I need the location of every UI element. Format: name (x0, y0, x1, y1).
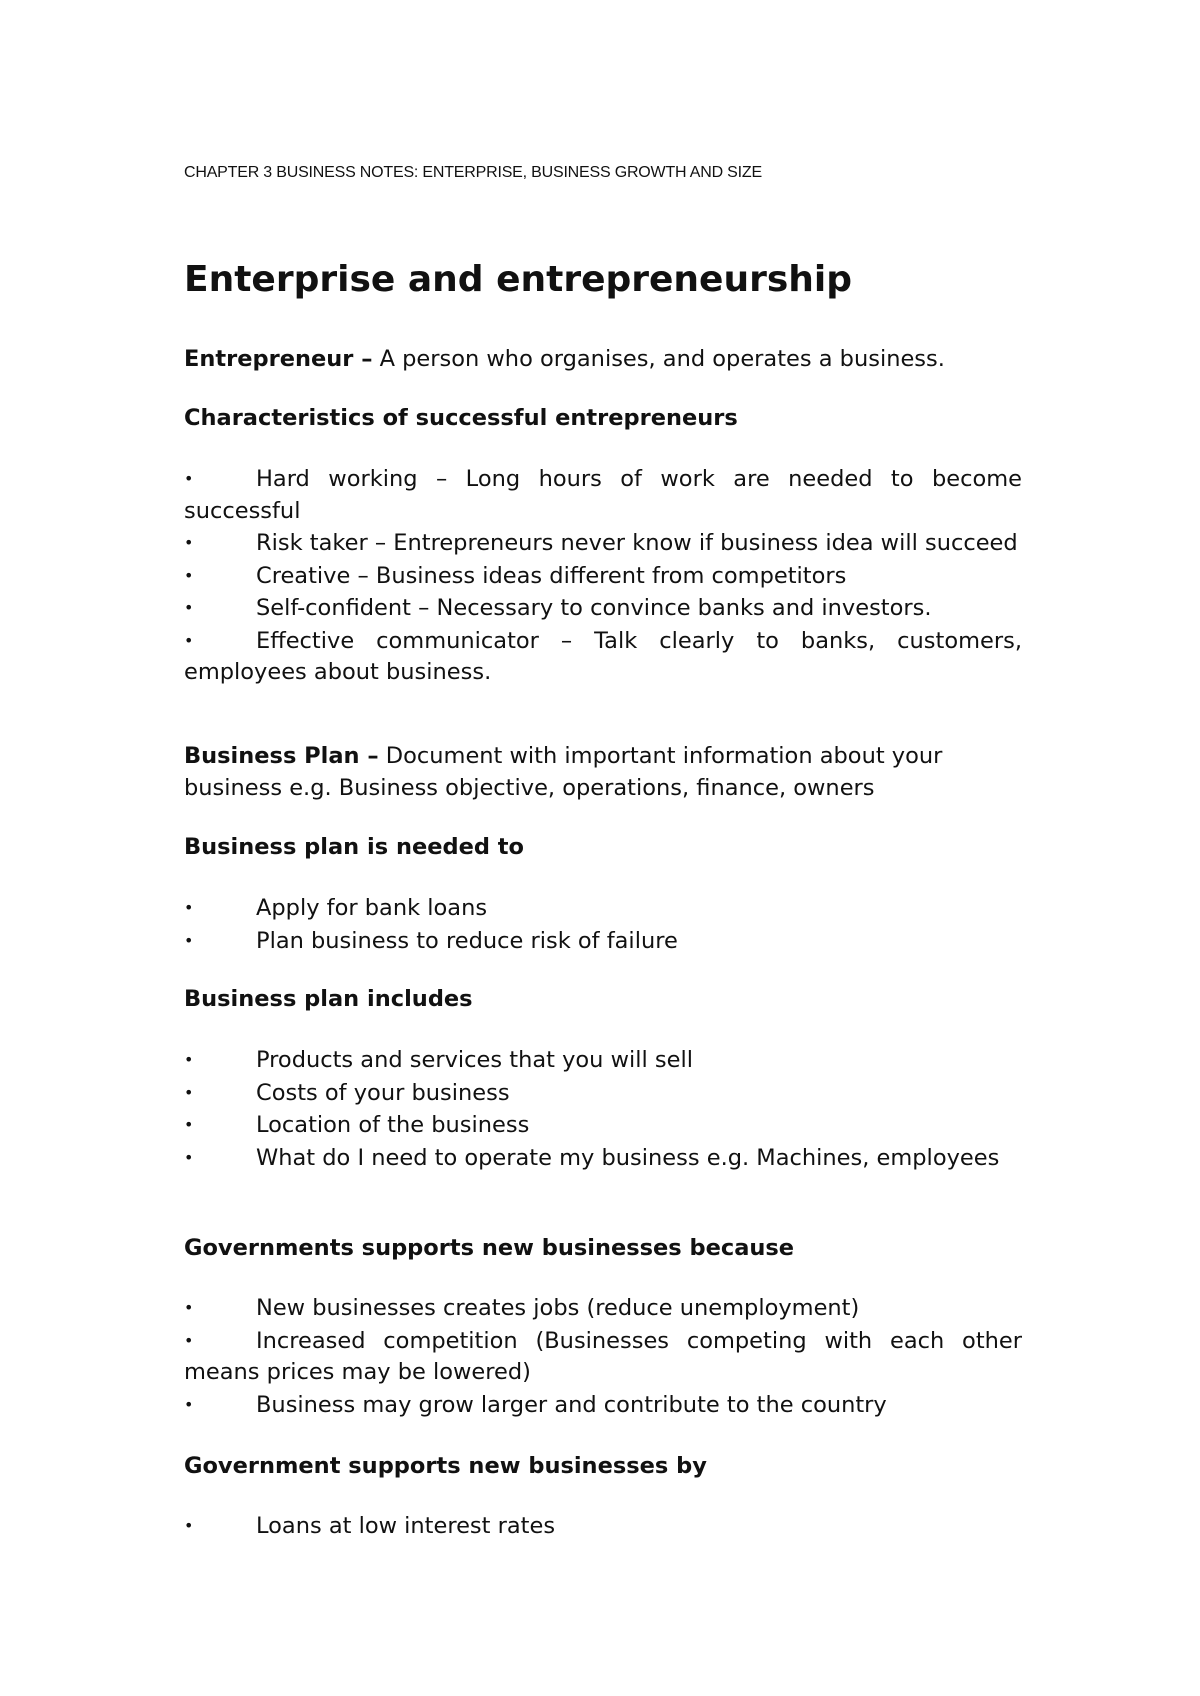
bullet-icon: • (184, 898, 194, 917)
bullet-icon: • (184, 1082, 194, 1102)
bullet-icon: • (184, 1516, 194, 1535)
bullet-icon: • (184, 1394, 194, 1414)
bullet-icon: • (184, 1330, 194, 1350)
gov-by-list (184, 1510, 1022, 1543)
list-item: • Location of the business (184, 1109, 1022, 1142)
plan-needed-heading: Business plan is needed to (184, 834, 525, 860)
bullet-icon: • (184, 1147, 194, 1167)
list-item: • Hard working – Long hours of work are needed to become successful (184, 463, 1022, 527)
list-item: • Costs of your business (184, 1077, 1022, 1110)
gov-by-heading: Government supports new businesses by (184, 1453, 707, 1479)
entrepreneur-term: Entrepreneur – (184, 346, 373, 372)
list-item: • Products and services that you will sell (184, 1044, 1022, 1077)
entrepreneur-text: A person who organises, and operates a business. (372, 346, 945, 372)
list-item: • Loans at low interest rates (184, 1510, 1022, 1543)
bullet-icon: • (184, 1115, 194, 1134)
list-item: • Plan business to reduce risk of failure (184, 925, 1022, 958)
plan-needed-list (184, 892, 1022, 957)
bullet-icon: • (184, 630, 194, 650)
page-title: Enterprise and entrepreneurship (184, 259, 853, 300)
list-item: • Apply for bank loans (184, 892, 1022, 925)
characteristics-heading: Characteristics of successful entrepreneurs (184, 405, 738, 431)
business-plan-definition (184, 741, 1022, 804)
bullet-icon: • (184, 533, 194, 552)
bullet-icon: • (184, 598, 194, 617)
business-plan-text: Document with important information about your business e.g. Business objective, operations, finance, owners (184, 743, 943, 801)
list-item: • Effective communicator – Talk clearly to banks, customers, employees about business. (184, 625, 1022, 689)
plan-includes-heading: Business plan includes (184, 986, 473, 1012)
business-plan-term: Business Plan – (184, 743, 379, 769)
list-item: • New businesses creates jobs (reduce unemployment) (184, 1292, 1022, 1325)
plan-includes-list (184, 1044, 1022, 1174)
bullet-icon: • (184, 1298, 194, 1317)
bullet-icon: • (184, 469, 194, 488)
entrepreneur-definition (184, 344, 1022, 376)
list-item: • What do I need to operate my business e.g. Machines, employees (184, 1142, 1022, 1175)
list-item: • Business may grow larger and contribute to the country (184, 1389, 1022, 1422)
bullet-icon: • (184, 930, 194, 950)
bullet-icon: • (184, 1050, 194, 1069)
bullet-icon: • (184, 565, 194, 585)
gov-because-heading: Governments supports new businesses because (184, 1235, 795, 1261)
chapter-header: CHAPTER 3 BUSINESS NOTES: ENTERPRISE, BUSINESS GROWTH AND SIZE (184, 164, 762, 181)
list-item: • Creative – Business ideas different from competitors (184, 560, 1022, 593)
list-item: • Self-confident – Necessary to convince banks and investors. (184, 592, 1022, 625)
list-item: • Increased competition (Businesses competing with each other means prices may be lowered) (184, 1325, 1022, 1389)
list-item: • Risk taker – Entrepreneurs never know if business idea will succeed (184, 527, 1022, 560)
characteristics-list (184, 463, 1022, 689)
gov-because-list (184, 1292, 1022, 1421)
